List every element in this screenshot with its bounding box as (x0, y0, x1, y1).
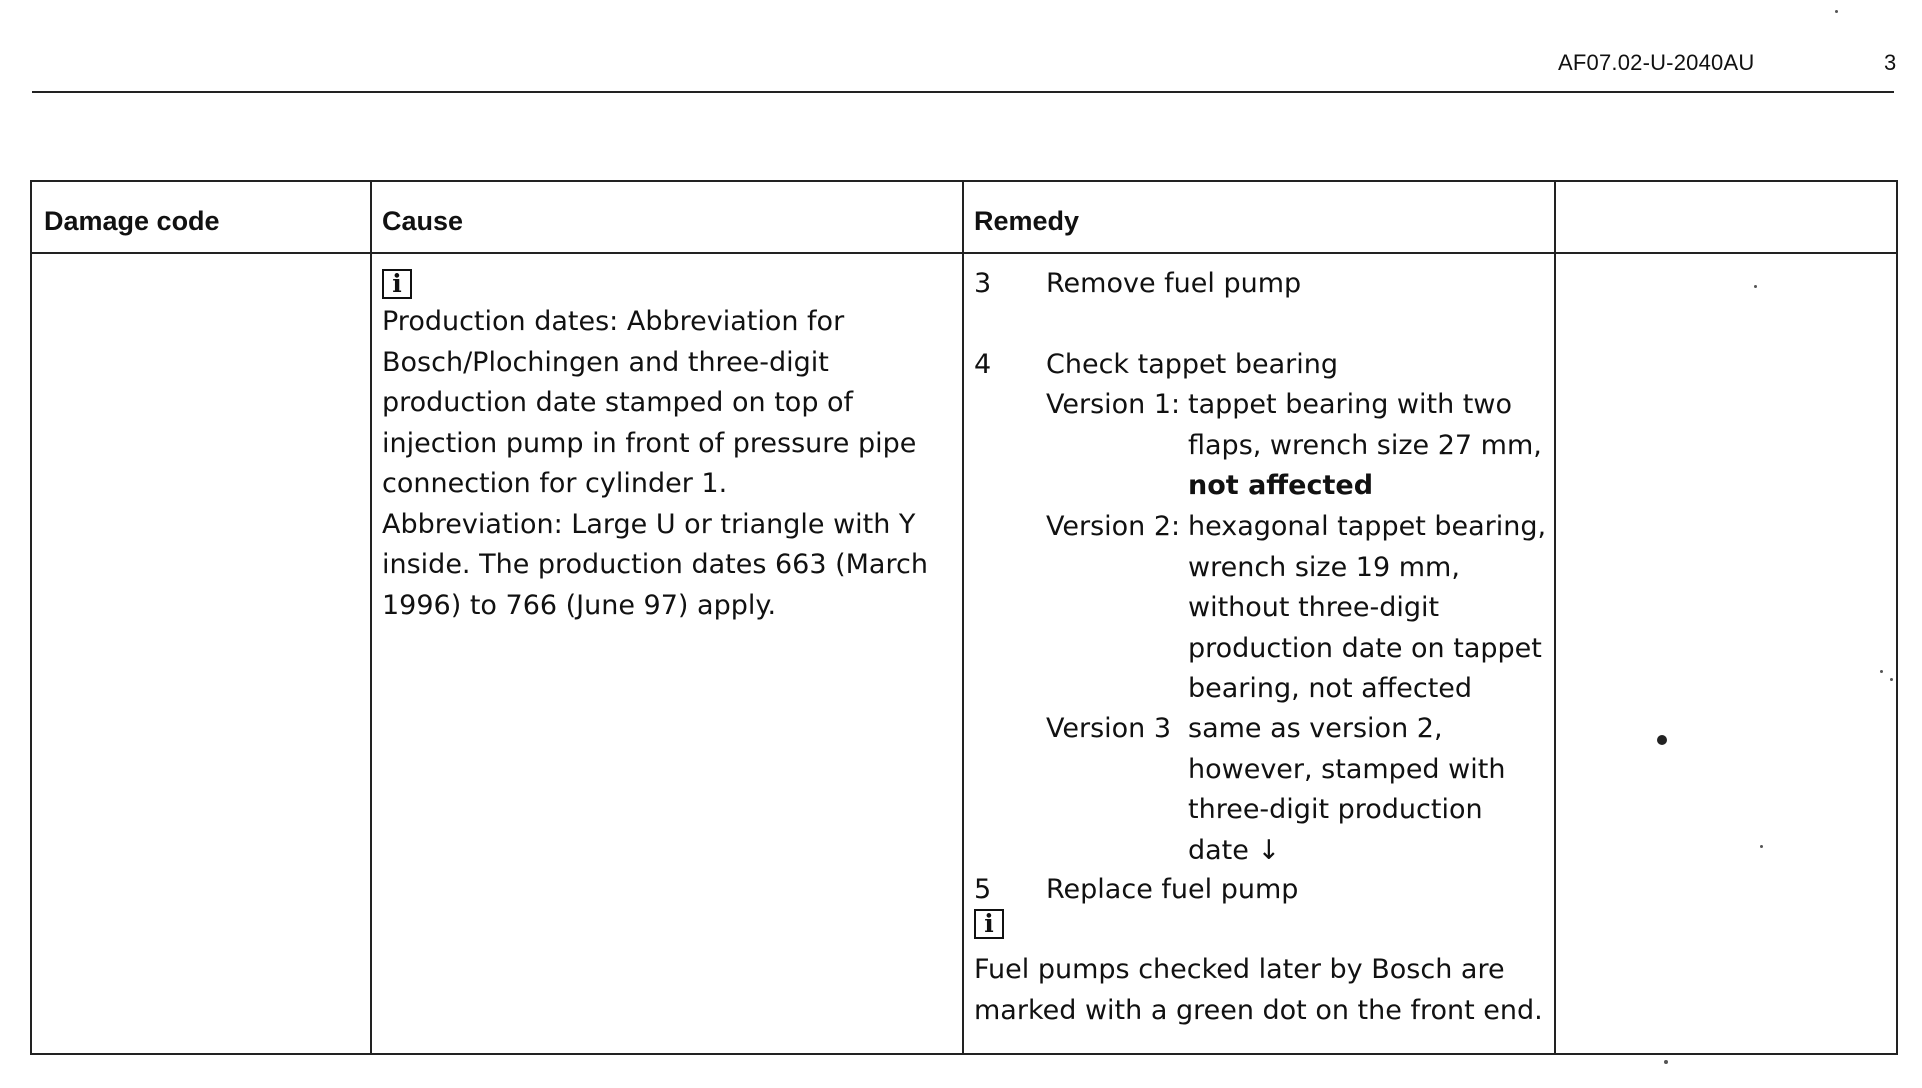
version-1-label: Version 1: (1046, 389, 1181, 420)
cause-line: 1996) to 766 (June 97) apply. (382, 589, 777, 621)
cause-line: production date stamped on top of (382, 387, 854, 418)
scan-speck (1754, 285, 1757, 288)
step-5-number: 5 (974, 874, 992, 905)
version-1-text (1188, 385, 1542, 507)
scan-speck (1760, 845, 1763, 848)
cause-line: Abbreviation: Large U or triangle with Y (382, 508, 916, 540)
version-line: three-digit production (1188, 794, 1483, 825)
step-3-number: 3 (974, 268, 992, 299)
version-2-label: Version 2: (1046, 511, 1181, 542)
version-3-label: Version 3 (1046, 713, 1172, 744)
remedy-info (974, 909, 1004, 939)
step-5-text: Replace fuel pump (1046, 874, 1299, 905)
page-number: 3 (1884, 50, 1897, 75)
info-icon: i (974, 909, 1004, 939)
cause-line: Production dates: Abbreviation for (382, 306, 845, 337)
scan-speck (1835, 10, 1838, 13)
info-icon: i (382, 269, 412, 299)
step-4-number: 4 (974, 349, 992, 380)
version-line: flaps, wrench size 27 mm, (1188, 429, 1542, 461)
cause-line: inside. The production dates 663 (March (382, 549, 928, 580)
header-remedy: Remedy (974, 206, 1080, 236)
version-line: tappet bearing with two (1188, 389, 1512, 420)
note-line: marked with a green dot on the front end. (974, 994, 1543, 1026)
version-line: production date on tappet (1188, 632, 1542, 664)
column-divider (1554, 182, 1556, 1053)
scan-speck (1890, 678, 1893, 681)
column-divider (962, 182, 964, 1053)
version-line: wrench size 19 mm, (1188, 551, 1460, 583)
header-rule (32, 91, 1894, 93)
version-line: hexagonal tappet bearing, (1188, 511, 1547, 542)
scan-speck (1657, 735, 1667, 745)
version-line: same as version 2, (1188, 713, 1443, 744)
version-line: however, stamped with (1188, 753, 1506, 785)
version-line: bearing, not affected (1188, 673, 1473, 704)
step-3-text: Remove fuel pump (1046, 268, 1302, 299)
cause-cell (382, 264, 928, 626)
version-3-text (1188, 709, 1505, 871)
scan-speck (1880, 670, 1883, 673)
scan-speck (1664, 1060, 1668, 1064)
column-divider (370, 182, 372, 1053)
note-line: Fuel pumps checked later by Bosch are (974, 954, 1505, 985)
version-2-text (1188, 507, 1546, 710)
document-reference: AF07.02-U-2040AU (1558, 50, 1755, 75)
cause-line: Bosch/Plochingen and three-digit (382, 346, 829, 378)
header-row-divider (32, 252, 1896, 254)
remedy-note (974, 950, 1543, 1031)
version-line: not affected (1188, 470, 1374, 501)
step-4-text: Check tappet bearing (1046, 349, 1338, 380)
version-line: date ↓ (1188, 834, 1281, 866)
damage-table (30, 180, 1898, 1055)
cause-line: injection pump in front of pressure pipe (382, 427, 917, 459)
header-damage-code: Damage code (44, 206, 220, 236)
cause-line: connection for cylinder 1. (382, 468, 728, 499)
header-cause: Cause (382, 206, 464, 236)
version-line: without three-digit (1188, 592, 1440, 623)
